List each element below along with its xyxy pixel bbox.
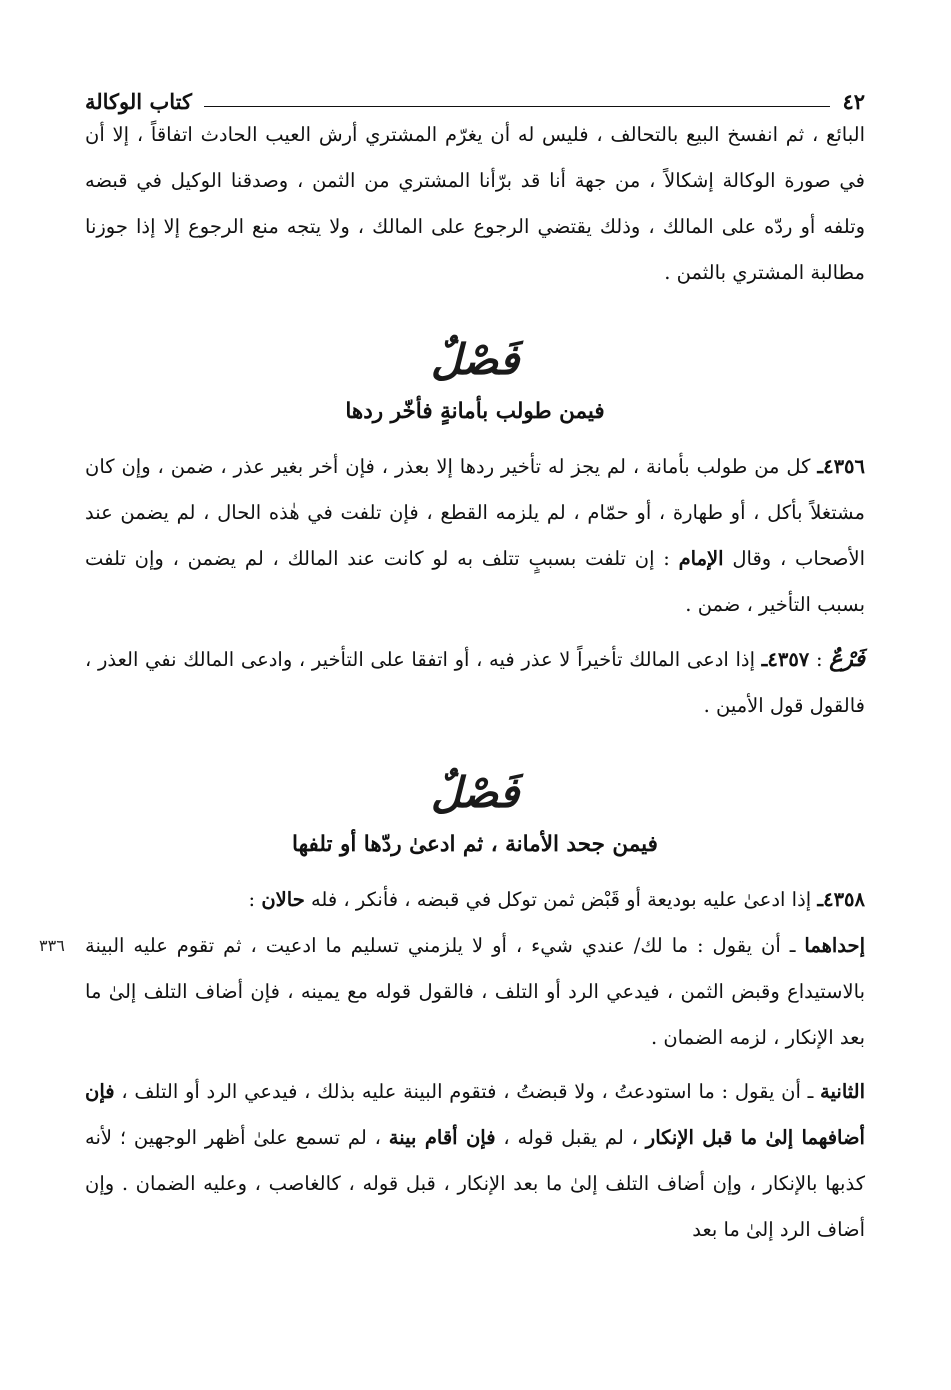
- paragraph-number-4356: ٤٣٥٦ـ: [817, 455, 866, 478]
- section-title-1: فيمن طولب بأمانةٍ فأخّر ردها: [345, 399, 605, 424]
- section-heading-1: [85, 330, 865, 434]
- case-two-paragraph: [85, 1069, 865, 1253]
- paragraph-4357: [85, 636, 865, 729]
- case-two-bold-2: فإن أقام بينة: [388, 1126, 496, 1149]
- header-rule: [204, 106, 830, 107]
- fasl-ornament: فَصْلٌ: [430, 768, 520, 817]
- case-two-bold-1: فإن أضافهما إلىٰ ما قبل الإنكار: [85, 1080, 865, 1149]
- case-one-block: [39, 923, 865, 1061]
- paragraph-4358-text: إذا ادعىٰ عليه بوديعة أو قَبْض ثمن توكل في قبضه ، فأنكر ، فله: [310, 888, 812, 911]
- paragraph-number-4357: ٤٣٥٧ـ: [761, 648, 810, 671]
- case-one-paragraph: [85, 923, 865, 1061]
- document-page: [39, 78, 866, 1253]
- paragraph-number-4358: ٤٣٥٨ـ: [817, 888, 865, 911]
- running-head: [85, 78, 865, 112]
- section-title-2: فيمن جحد الأمانة ، ثم ادعىٰ ردّها أو تلفها: [292, 832, 658, 857]
- imam-term: الإمام: [678, 547, 724, 570]
- case-one-label: إحداهما: [804, 934, 865, 957]
- page-number: ٤٢: [842, 89, 865, 114]
- fasl-ornament: فَصْلٌ: [430, 335, 520, 384]
- paragraph-4356: [85, 444, 865, 628]
- paragraph-4357-text: إذا ادعى المالك تأخيراً لا عذر فيه ، أو اتفقا على التأخير ، وادعى المالك نفي العذر ، فالقول قول الأمين .: [85, 648, 865, 717]
- case-two-label: الثانية: [820, 1080, 865, 1103]
- far-colon: :: [815, 648, 823, 671]
- intro-paragraph: البائع ، ثم انفسخ البيع بالتحالف ، فليس له أن يغرّم المشتري أرش العيب الحادث اتفاقاً ، إلا أن في صورة الوكالة إشكالاً ، من جهة أنا قد برّأنا المشتري من الثمن ، وصدقنا الوكيل في قبضه وتلفه أو ردّه على المالك ، وذلك يقتضي الرجوع على المالك ، ولا يتجه منع الرجوع إلا إذا جوزنا مطالبة المشتري بالثمن .: [85, 123, 865, 284]
- paragraph-4358-colon: :: [248, 888, 256, 911]
- paragraph-4358: [85, 877, 865, 923]
- far-label: فَرْعٌ: [829, 646, 866, 672]
- case-two-text-c: ، لم تسمع علىٰ أظهر الوجهين ؛ لأنه كذبها بالإنكار ، وإن أضاف التلف إلىٰ ما بعد الإنكار ، قبل قوله ، كالغاصب ، وعليه الضمان . وإن أضاف الرد إلىٰ ما بعد: [85, 1126, 865, 1241]
- case-one-text: ـ أن يقول : ما لك/ عندي شيء ، أو لا يلزمني تسليم ما ادعيت ، ثم تقوم عليه البينة بالاستيداع وقبض الثمن ، فيدعي الرد أو التلف ، فالقول قوله مع يمينه ، فإن أضاف التلف إلىٰ ما بعد الإنكار ، لزمه الضمان .: [85, 934, 865, 1049]
- case-two-text-a: ـ أن يقول : ما استودعتُ ، ولا قبضتُ ، فتقوم البينة عليه بذلك ، فيدعي الرد أو التلف ،: [121, 1080, 814, 1103]
- paragraph-4356-text-a: كل من طولب بأمانة ، لم يجز له تأخير ردها إلا بعذر ، فإن أخر بغير عذر ، ضمن ، وإن كان مشتغلاً بأكل ، أو طهارة ، أو حمّام ، لم يلزمه القطع ، فإن تلفت في هٰذه الحال ، لم يضمن عند الأصحاب ، وقال: [85, 455, 866, 570]
- margin-page-reference: ٣٣٦: [39, 936, 65, 955]
- book-title: كتاب الوكالة: [85, 89, 192, 114]
- halan-term: حالان: [261, 888, 305, 911]
- section-heading-2: [85, 763, 865, 867]
- paragraph-4356-text-b: : إن تلفت بسببٍ تتلف به لو كانت عند المالك ، لم يضمن ، وإن تلفت بسبب التأخير ، ضمن .: [85, 547, 865, 616]
- case-two-text-b: ، لم يقبل قوله ،: [503, 1126, 638, 1149]
